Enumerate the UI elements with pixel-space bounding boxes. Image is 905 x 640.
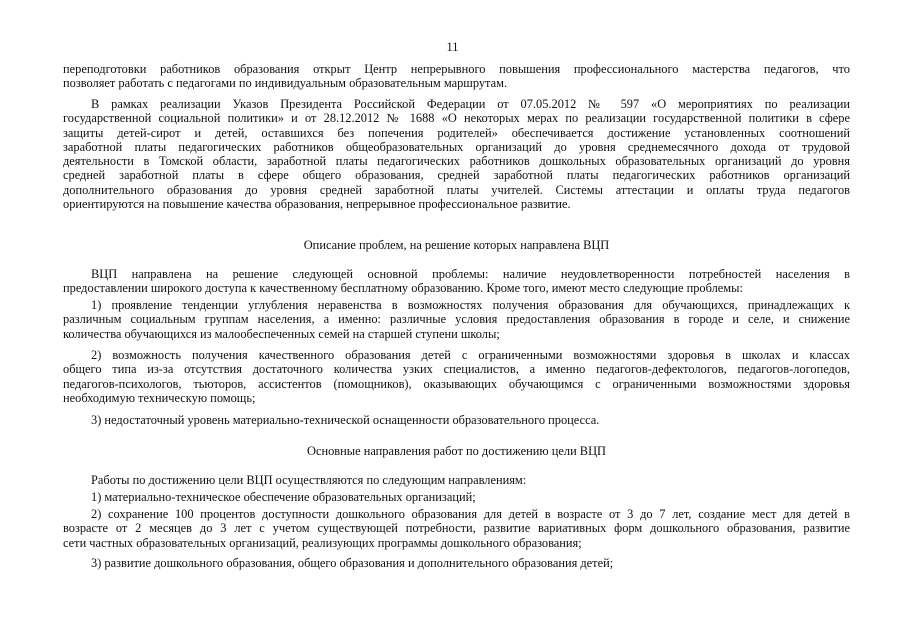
text-line: позволяет работать с педагогами по индивидуальным образовательным маршрутам. xyxy=(63,76,508,91)
list-item-problem-1 xyxy=(63,298,850,341)
paragraph-main-problem xyxy=(63,267,850,296)
list-item-direction-1 xyxy=(63,490,850,504)
text-line: дополнительного образования до уровня средней заработной платы учителей. Системы аттестации и оплаты труда педагогов xyxy=(63,182,850,197)
list-item-problem-3 xyxy=(63,413,850,427)
text-line: ориентируются на повышение качества образования, непрерывное профессиональное развитие. xyxy=(63,197,571,212)
paragraph-continuation xyxy=(63,62,850,91)
text-line: 2) сохранение 100 процентов доступности дошкольного образования для детей в возрасте от 3 до 7 лет, создание мест для детей в xyxy=(91,507,850,521)
page-number: 11 xyxy=(446,40,459,54)
text-line: средней заработной платы в сфере общего образования, средней заработной платы педагогических работников организаций xyxy=(63,168,850,183)
text-line: необходимую техническую помощь; xyxy=(63,390,256,405)
paragraph-directions-intro xyxy=(63,473,850,487)
list-item-direction-2 xyxy=(63,507,850,550)
text-line: заработной платы педагогических работников общеобразовательных организаций до уровня среднемесячного дохода от трудовой xyxy=(63,139,850,154)
text-line: 1) материально-техническое обеспечение образовательных организаций; xyxy=(91,490,476,504)
paragraph-decrees xyxy=(63,97,850,211)
text-line: общего типа из-за отсутствия достаточного количества узких специалистов, а именно педагогов-дефектологов, педагогов-логопедов, xyxy=(63,362,850,377)
text-line: педагогов-психологов, тьюторов, ассистентов (помощников), оказывающих обучающимся с ограниченными возможностями здоровья xyxy=(63,376,850,391)
text-line: предоставлении широкого доступа к качественному бесплатному образованию. Кроме того, имеют место следующие проблемы: xyxy=(63,281,743,296)
list-item-problem-2 xyxy=(63,348,850,405)
text-line: 3) недостаточный уровень материально-технической оснащенности образовательного процесса. xyxy=(91,413,600,427)
text-line: ВЦП направлена на решение следующей основной проблемы: наличие неудовлетворенности потребностей населения в xyxy=(91,267,850,281)
list-item-direction-3 xyxy=(63,556,850,570)
text-line: 3) развитие дошкольного образования, общего образования и дополнительного образования детей; xyxy=(91,556,614,570)
section-heading-problems xyxy=(63,238,850,252)
text-line: Работы по достижению цели ВЦП осуществляются по следующим направлениям: xyxy=(91,473,527,487)
text-line: В рамках реализации Указов Президента Российской Федерации от 07.05.2012 № 597 «О мероприятиях по реализации xyxy=(91,97,850,111)
text-line: 1) проявление тенденции углубления неравенства в возможностях получения образования для обучающихся, принадлежащих к xyxy=(91,298,850,312)
text-line: различным социальным группам населения, а именно: различные условия предоставления образования в городе и селе, и снижение xyxy=(63,312,850,327)
text-line: деятельности в Томской области, заработной платы педагогических работников дошкольных образовательных организаций до уровня xyxy=(63,154,850,169)
text-line: государственной социальной политики» и от 28.12.2012 № 1688 «О некоторых мерах по реализации государственной политики в сфере xyxy=(63,111,850,126)
text-line: количества обучающихся из малообеспеченных семей на старшей ступени школы; xyxy=(63,326,500,341)
text-line: возрасте от 2 месяцев до 3 лет с учетом существующей потребности, развитие вариативных форм дошкольного образования, развитие xyxy=(63,521,850,536)
text-line: 2) возможность получения качественного образования детей с ограниченными возможностями здоровья в школах и классах xyxy=(91,348,850,362)
text-line: переподготовки работников образования открыт Центр непрерывного повышения профессионального мастерства педагогов, что xyxy=(63,62,850,76)
heading-text: Основные направления работ по достижению цели ВЦП xyxy=(307,444,606,458)
text-line: защиты детей-сирот и детей, оставшихся без попечения родителей» обеспечивается достижение установленных соотношений xyxy=(63,125,850,140)
section-heading-directions xyxy=(63,444,850,458)
text-line: сети частных образовательных организаций, реализующих программы дошкольного образования; xyxy=(63,535,582,550)
heading-text: Описание проблем, на решение которых направлена ВЦП xyxy=(303,238,610,252)
